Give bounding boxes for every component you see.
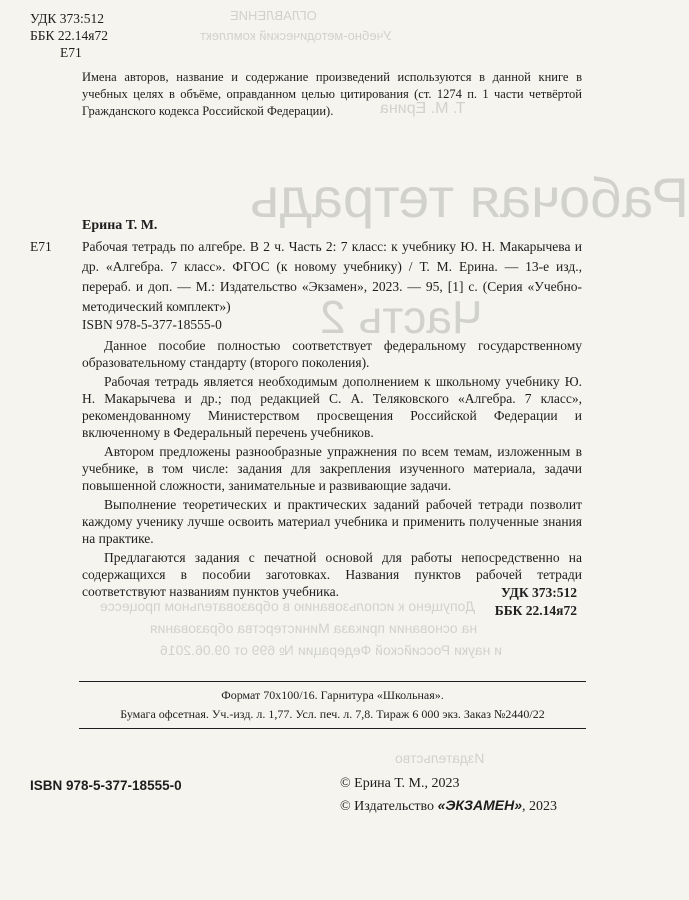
isbn-bottom: ISBN 978-5-377-18555-0 bbox=[30, 778, 182, 793]
imprint-bottom-rule bbox=[79, 728, 586, 729]
bleed-through-text: Т. М. Ерина bbox=[380, 100, 466, 117]
imprint-format: Формат 70х100/16. Гарнитура «Школьная». bbox=[221, 688, 444, 702]
author-mark: Е71 bbox=[60, 45, 82, 60]
bleed-through-text: Рабочая тетрадь bbox=[250, 166, 689, 229]
isbn-line: ISBN 978-5-377-18555-0 bbox=[82, 317, 222, 332]
author-name: Ерина Т. М. bbox=[82, 218, 158, 233]
bbk-code: ББК 22.14я72 bbox=[30, 28, 108, 43]
copyright-publisher-year: , 2023 bbox=[522, 799, 558, 814]
copyright-publisher bbox=[340, 797, 557, 815]
copyright-publisher-prefix: © Издательство bbox=[340, 799, 438, 814]
annotation-paragraph: Предлагаются задания с печатной основой для работы непосредственно на содержащихся в пособии заготовках. Названия пунктов рабочей тетради соответствуют названиям пунктов учебника. bbox=[82, 550, 582, 599]
library-codes bbox=[30, 10, 108, 61]
publisher-name: «ЭКЗАМЕН» bbox=[437, 797, 523, 813]
copyright-author: © Ерина Т. М., 2023 bbox=[340, 776, 460, 791]
imprint-top-rule bbox=[79, 681, 586, 682]
bibliographic-description: Рабочая тетрадь по алгебре. В 2 ч. Часть 2: 7 класс: к учебнику Ю. Н. Макарычева и др. «Алгебра. 7 класс». ФГОС (к новому учебнику) / Т. М. Ерина. — 13-е изд., перераб. и доп. — М.: Издательство «Экзамен», 2023. — 95, [1] с. (Серия «Учебно-методический комплект») bbox=[82, 239, 582, 314]
imprint-paper: Бумага офсетная. Уч.-изд. л. 1,77. Усл. печ. л. 7,8. Тираж 6 000 экз. Заказ №2440/22 bbox=[120, 707, 545, 721]
annotation bbox=[82, 337, 582, 602]
udk-code-right: УДК 373:512 bbox=[501, 585, 577, 600]
bleed-through-text: ОГЛАВЛЕНИЕ bbox=[230, 8, 317, 23]
bleed-through-text: Часть 2 bbox=[320, 291, 483, 343]
annotation-paragraph: Рабочая тетрадь является необходимым дополнением к школьному учебнику Ю. Н. Макарычева и др.; под редакцией С. А. Теляковского «Алгебра. 7 класс», рекомендованному Министерством просвещения Российской Федерации и включенному в Федеральный перечень учебников. bbox=[82, 374, 582, 440]
bleed-through-text: Издательство bbox=[395, 750, 485, 766]
annotation-paragraph: Автором предложены разнообразные упражнения по всем темам, изложенным в учебнике, в том числе: задания для закрепления изученного материала, задачи повышенной сложности, занимательные и развивающие задачи. bbox=[82, 444, 582, 493]
bleed-through-text: Допущено к использованию в образовательном процессе bbox=[100, 598, 475, 614]
biblio-mark: Е71 bbox=[30, 239, 52, 254]
udk-code: УДК 373:512 bbox=[30, 11, 105, 26]
bleed-through-text: и науки Российской Федерации № 699 от 09.06.2016 bbox=[160, 642, 503, 658]
annotation-paragraph: Выполнение теоретических и практических заданий рабочей тетради позволит каждому ученику лучше освоить материал учебника и применить полученные знания на практике. bbox=[82, 497, 582, 546]
bleed-through-text: Учебно-методический комплект bbox=[200, 28, 392, 43]
annotation-paragraph: Данное пособие полностью соответствует федеральному государственному образовательному стандарту (второго поколения). bbox=[82, 338, 582, 370]
bbk-code-right: ББК 22.14я72 bbox=[494, 603, 577, 618]
bleed-through-text: на основании приказа Министерства образования bbox=[150, 620, 478, 636]
copyright-notice: Имена авторов, название и содержание произведений используются в данной книге в учебных целях в объёме, оправданном целью цитирования (ст. 1274 п. 1 части четвёртой Гражданского кодекса Российской Федерации). bbox=[82, 70, 582, 118]
library-codes-right bbox=[495, 584, 577, 620]
